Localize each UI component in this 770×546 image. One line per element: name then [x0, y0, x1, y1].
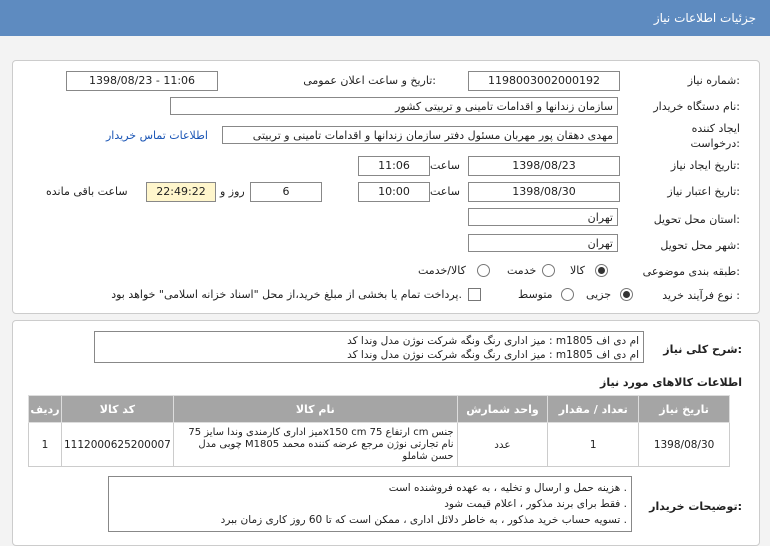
category-goods-radio[interactable] — [595, 264, 608, 277]
summary-field — [94, 331, 644, 363]
valid-date-field: 1398/08/30 — [468, 182, 620, 202]
category-goods-label: کالا — [570, 264, 585, 277]
notes-line-3: تسویه حساب خرید مذکور ، به خاطر دلائل اداری ، ممکن است که تا 60 روز کاری زمان ببرد . — [220, 514, 627, 526]
col-date: تاریخ نیاز — [639, 396, 730, 423]
city-label: شهر محل تحویل: — [660, 239, 740, 252]
payment-note: پرداخت تمام یا بخشی از مبلغ خرید،از محل "اسناد خزانه اسلامی" خواهد بود. — [111, 288, 462, 301]
valid-time-label: ساعت — [430, 185, 460, 198]
announce-field: 1398/08/23 - 11:06 — [66, 71, 218, 91]
goods-section-title: اطلاعات کالاهای مورد نیاز — [600, 376, 742, 389]
notes-line-2: فقط برای برند مذکور ، اعلام قیمت شود . — [444, 498, 627, 510]
need-number-label: شماره نیاز: — [687, 74, 740, 87]
days-field: 6 — [250, 182, 322, 202]
category-both-label: کالا/خدمت — [418, 264, 466, 277]
summary-line-2: میز اداری رنگ ونگه شرکت نوژن مدل وندا کد : m1805 ام دی اف — [347, 349, 639, 361]
contact-buyer-link[interactable]: اطلاعات تماس خریدار — [106, 129, 208, 142]
create-time-label: ساعت — [430, 159, 460, 172]
category-service-label: خدمت — [507, 264, 537, 277]
buyer-field: سازمان زندانها و اقدامات تامینی و تربیتی کشور — [170, 97, 618, 115]
treasury-checkbox[interactable] — [468, 288, 481, 301]
buyer-label: نام دستگاه خریدار: — [653, 100, 740, 113]
col-qty: تعداد / مقدار — [548, 396, 639, 423]
category-label: طبقه بندی موضوعی: — [642, 265, 740, 278]
cell-unit: عدد — [457, 423, 548, 467]
cell-name: میز اداری کارمندی وندا سایز 75x150 cm ارتفاع 75 cm جنس چوبی مدل M1805 نام تجارتی نوژن مرجع عرضه کننده محمد حسن شاملو — [173, 423, 457, 467]
summary-line-1: میز اداری رنگ ونگه شرکت نوژن مدل وندا کد : m1805 ام دی اف — [347, 335, 639, 347]
col-code: کد کالا — [61, 396, 173, 423]
province-label: استان محل تحویل: — [653, 213, 740, 226]
cell-code: 1112000625200007 — [61, 423, 173, 467]
cell-qty: 1 — [548, 423, 639, 467]
notes-line-1: هزینه حمل و ارسال و تخلیه ، به عهده فروشنده است . — [388, 482, 627, 494]
category-service-radio[interactable] — [542, 264, 555, 277]
create-time-field: 11:06 — [358, 156, 430, 176]
remaining-label: ساعت باقی مانده — [46, 185, 128, 198]
category-both-radio[interactable] — [477, 264, 490, 277]
remaining-time-field: 22:49:22 — [146, 182, 216, 202]
city-field: تهران — [468, 234, 618, 252]
cell-date: 1398/08/30 — [639, 423, 730, 467]
page-title: جزئیات اطلاعات نیاز — [653, 11, 756, 25]
col-name: نام کالا — [173, 396, 457, 423]
page-header — [0, 0, 770, 36]
creator-label-2: درخواست: — [690, 137, 740, 150]
process-minor-label: جزیی — [586, 288, 612, 301]
creator-field: مهدی دهقان پور مهربان مسئول دفتر سازمان زندانها و اقدامات تامینی و تربیتی — [222, 126, 618, 144]
valid-date-label: تاریخ اعتبار نیاز: — [667, 185, 740, 198]
notes-field — [108, 476, 632, 532]
create-date-field: 1398/08/23 — [468, 156, 620, 176]
cell-row: 1 — [29, 423, 62, 467]
process-medium-label: متوسط — [518, 288, 553, 301]
col-row: ردیف — [29, 396, 62, 423]
process-medium-radio[interactable] — [561, 288, 574, 301]
creator-label: ایجاد کننده — [691, 122, 740, 135]
valid-time-field: 10:00 — [358, 182, 430, 202]
notes-label: توضیحات خریدار: — [649, 500, 742, 513]
need-number-field: 1198003002000192 — [468, 71, 620, 91]
process-label: نوع فرآیند خرید : — [662, 289, 740, 302]
announce-label: تاریخ و ساعت اعلان عمومی: — [303, 74, 436, 87]
process-minor-radio[interactable] — [620, 288, 633, 301]
table-row — [29, 423, 730, 467]
goods-table — [28, 395, 730, 467]
days-label: روز و — [220, 185, 245, 198]
create-date-label: تاریخ ایجاد نیاز: — [670, 159, 740, 172]
province-field: تهران — [468, 208, 618, 226]
col-unit: واحد شمارش — [457, 396, 548, 423]
summary-label: شرح کلی نیاز: — [663, 343, 742, 356]
